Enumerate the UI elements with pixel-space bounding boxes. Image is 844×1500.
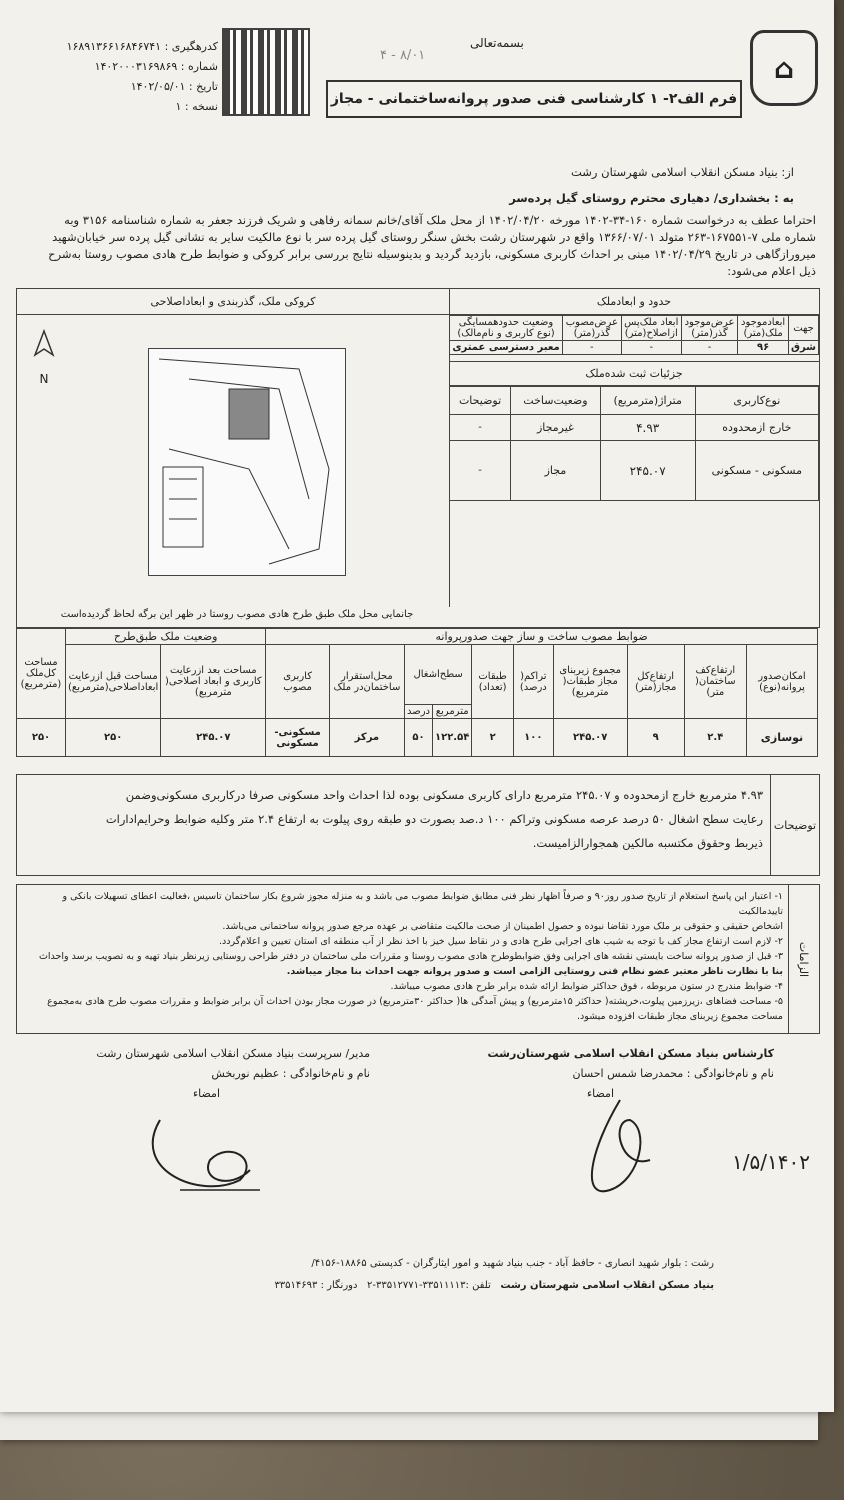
total-built: ۲۴۵.۰۷ [553,719,627,757]
rules-header: ضوابط مصوب ساخت و ساز جهت صدورپروانه [266,629,818,645]
obligations-label-text: الزامات [797,941,811,977]
dimensions-panel [449,289,819,627]
to-line: به : بخشداری/ دهیاری محترم روستای گیل پردەسر [509,191,794,205]
rules-col: محل‌استقرار ساختمان‌در ملک [329,645,404,719]
reg-header: نوع‌کاربری [695,387,818,415]
location: مرکز [329,719,404,757]
occupancy-percent: ۵۰ [404,719,432,757]
manager-signature [140,1100,270,1210]
occ-sub: مترمربع [432,705,471,719]
reg-cell: - [450,415,511,441]
reg-cell: مسکونی - مسکونی [695,441,818,501]
dim-cell: ۹۶ [738,341,789,355]
tracking-code: کدرهگیری : ۱۶۸۹۱۳۶۶۱۶۸۴۶۷۴۱ [66,40,218,53]
registered-title: جزئیات ثبت شده‌ملک [449,361,819,386]
dim-cell: - [621,341,681,355]
letter-body [16,212,816,280]
explanation-line: ۴.۹۳ مترمربع خارج ازمحدوده و ۲۴۵.۰۷ مترمربع دارای کاربری مسکونی بوده لذا احداث واحد مسکونی صرفا درکاربری مسکونی‌وضمن [125,788,763,802]
explanations-box [16,774,820,876]
body-line: میرورازگاهی در تاریخ ۱۴۰۲/۰۴/۲۹ مبنی بر احداث کاربری مسکونی، بازدید گردید و بدینوسیله نتایج بررسی برابر کروکی و ضوابط طرح هادی مصوب روستا به‌شرح [48,247,816,261]
total-height: ۹ [627,719,684,757]
dim-header: عرض‌موجود گذر(متر) [681,316,737,341]
expert-title: کارشناس بنیاد مسکن انقلاب اسلامی شهرستان‌رشت [487,1047,774,1060]
expert-sign-label: امضاء [586,1087,614,1100]
obligation-item: ۴- ضوابط مندرج در ستون مربوطه ، فوق حداکثر ضوابط ارائه شده برابر طرح هادی مصوب میباشد. [390,981,783,992]
status-col: مساحت قبل ازرعایت ابعاداصلاحی(مترمربع) [66,645,161,719]
explanation-line: ذیربط وحقوق مکتسبه مالکین همجوارالزامیست. [532,836,763,850]
dim-header: وضعیت حدودهمسایگی (نوع کاربری و نام‌مالک) [450,316,563,341]
occupancy-m2: ۱۲۲.۵۴ [432,719,471,757]
reg-cell: - [450,441,511,501]
reg-header: توضیحات [450,387,511,415]
obligations-label [788,885,819,1033]
obligation-item: بنا با نظارت ناظر معتبر عضو نظام فنی روستایی الزامی است و صدور پروانه جهت احداث بنا مجاز میباشد. [286,966,783,977]
dim-cell: - [563,341,622,355]
footer-phone: تلفن :۳۳۵۱۱۱۱۳-۳۳۵۱۲۷۷۱-۲ [366,1280,491,1291]
area-before: ۲۵۰ [66,719,161,757]
foundation-logo: ⌂ [750,30,818,106]
sketch-title: کروکی ملک، گذربندی و ابعاداصلاحی [17,289,449,315]
reg-cell: غیرمجاز [511,415,601,441]
expert-signature [560,1090,680,1210]
rules-table [16,628,818,757]
letter-date: تاریخ : ۱۴۰۲/۰۵/۰۱ [130,80,218,93]
from-line: از: بنیاد مسکن انقلاب اسلامی شهرستان رشت [570,165,794,179]
handwritten-date: ۱/۵/۱۴۰۲ [732,1150,810,1174]
explanations-text [23,783,763,855]
dimensions-title: حدود و ابعادملک [449,289,819,315]
rules-col: طبقات (تعداد) [472,645,514,719]
rules-col: امکان‌صدور پروانه(نوع) [747,645,818,719]
dim-cell: شرق [789,341,819,355]
bismillah: بسمه‌تعالی [470,36,524,50]
reg-header: وضعیت‌ساخت [511,387,601,415]
body-line: شماره ملی ۷-۱۶۷۵۵۱-۲۶۳ متولد ۱۳۶۶/۰۷/۰۱ واقع در شهرستان رشت بخش سنگر روستای گیل پرده سر با نوع مالکیت سایر به نشانی گیل پرده سر خیابان‌شهید [52,230,816,244]
reg-cell: ۴.۹۳ [600,415,695,441]
north-arrow [31,329,57,386]
north-label: N [39,372,49,386]
obligation-item: ۳- قبل از صدور پروانه ساخت بایستی نقشه های اجرایی وفق ضوابطوطرح هادی مصوب روستا و مقررات ملی ساختمان در دفتر طراحی روستایی زیرنظر بنیاد تهیه و به تصویب برسد واحداث [38,951,783,962]
obligations-box [16,884,820,1034]
dim-header: ابعاد ملک‌پس ازاصلاح(متر) [621,316,681,341]
dim-header: جهت [789,316,819,341]
obligation-item: ۵- مساحت فضاهای ،زیرزمین پیلوت،خرپشته( حداکثر ۱۵مترمربع) و پیش آمدگی ها( حداکثر ۳۰مترمربع) در صورت مجاز بودن احداث آن برابر ضوابط و مقررات مصوب طرح هادی به‌مجموع [47,996,783,1007]
rules-col: تراکم( درصد) [513,645,553,719]
rules-col: ارتفاع‌کل مجاز(متر) [627,645,684,719]
copy-number: نسخه : ۱ [175,100,218,113]
permit-type: نوسازی [747,719,818,757]
status-col: مساحت بعد ازرعایت کاربری و ابعاد اصلاحی( مترمربع) [161,645,266,719]
occ-sub: درصد [404,705,432,719]
registered-table [449,386,819,501]
dim-header: عرض‌مصوب گذر(متر) [563,316,622,341]
property-section [16,288,820,628]
obligations-list [21,889,783,1024]
obligation-item: اشخاص حقیقی و حقوقی بر ملک مورد تقاضا نبوده و حصول اطمینان از صحت مالکیت متقاضی بر عهده مرجع صدور پروانه ساختمانی می‌باشد. [222,921,783,932]
manager-signature-block [40,1044,370,1104]
dim-header: ابعادموجود ملک(متر) [738,316,789,341]
total-area: ۲۵۰ [17,719,66,757]
floor-height: ۲.۴ [684,719,746,757]
rules-col: کاربری مصوب [266,645,330,719]
status-header: وضعیت ملک طبق‌طرح [66,629,266,645]
reg-cell: ۲۴۵.۰۷ [600,441,695,501]
reg-header: متراژ(مترمربع) [600,387,695,415]
footer-address: رشت : بلوار شهید انصاری - حافظ آباد - جنب بنیاد شهید و امور ایثارگران - کدپستی ۱۸۸۶۵-۴۱۵۶/ [311,1258,714,1269]
density: ۱۰۰ [513,719,553,757]
dim-cell: معبر دسترسی عمتری [450,341,563,355]
rules-col: مجموع زیربنای مجاز طبقات( مترمربع) [553,645,627,719]
body-line: ذیل اعلام می‌شود: [727,264,816,278]
area-header: مساحت کل‌ملک (مترمربع) [17,629,66,719]
reg-cell: مجاز [511,441,601,501]
footer-contact [114,1280,714,1291]
footer-fax: دورنگار : ۳۳۵۱۴۶۹۳ [274,1280,358,1291]
obligation-item: ۱- اعتبار این پاسخ استعلام از تاریخ صدور روز۹۰ و صرفاً اظهار نظر فنی مطابق ضوابط مصوب می باشد و به منزله مجوز شروع بکار ساختمان تاسیس ،فعالیت اعطای تسهیلات بانکی و تاییدمالکیت [62,891,783,917]
obligation-item: ۲- لازم است ارتفاع مجاز کف با توجه به شیب های اجرایی طرح هادی و در نقاط سیل خیز با اخذ نظر از آب منطقه ای استان تعیین و اعلام‌گردد. [219,936,783,947]
form-title: فرم الف۲- ۱ کارشناسی فنی صدور پروانه‌ساختمانی - مجاز [326,80,742,118]
manager-title: مدیر/ سرپرست بنیاد مسکن انقلاب اسلامی شهرستان رشت [96,1047,370,1060]
property-sketch [148,348,346,576]
sketch-caption: جانمایی محل ملک طبق طرح هادی مصوب روستا در ظهر این برگه لحاظ گردیده‌است [60,609,414,620]
letter-number: شماره : ۱۴۰۲۰۰۰۳۱۶۹۸۶۹ [94,60,218,73]
rules-col: سطح‌اشغال [404,645,471,705]
manager-name: نام و نام‌خانوادگی : عظیم نوربخش [211,1067,370,1080]
obligation-item: مساحت مجموع زیربنای مجاز طبقات افزوده میشود. [577,1011,783,1022]
area-after: ۲۴۵.۰۷ [161,719,266,757]
rules-col: ارتفاع‌کف ساختمان( متر) [684,645,746,719]
qr-code [222,28,310,116]
dimensions-table [449,315,819,355]
explanation-line: رعایت سطح اشغال ۵۰ درصد عرصه مسکونی وتراکم ۱۰۰ د.صد بصورت دو طبقه روی پیلوت به ارتفاع ۲.۴ متر وکلیه ضوابط وحرایم‌ادارات [105,812,763,826]
handwritten-mark: ۸/۰۱ - ۴ [380,48,426,63]
explanations-label: توضیحات [770,775,819,875]
footer-org: بنیاد مسکن انقلاب اسلامی شهرستان رشت [500,1280,714,1291]
expert-name: نام و نام‌خانوادگی : محمدرضا شمس احسان [572,1067,774,1080]
dim-cell: - [681,341,737,355]
manager-sign-label: امضاء [192,1087,220,1100]
body-line: احتراما عطف به درخواست شماره ۱۶۰-۳۴-۱۴۰۲ مورخه ۱۴۰۲/۰۴/۲۰ از محل ملک آقای/خانم سمانه رفاهی و شریک فرزند جعفر به شماره شناسنامه ۳۱۵۶ وبه [64,213,816,227]
usage: مسکونی- مسکونی [266,719,330,757]
reg-cell: خارج ازمحدوده [695,415,818,441]
floors: ۲ [472,719,514,757]
